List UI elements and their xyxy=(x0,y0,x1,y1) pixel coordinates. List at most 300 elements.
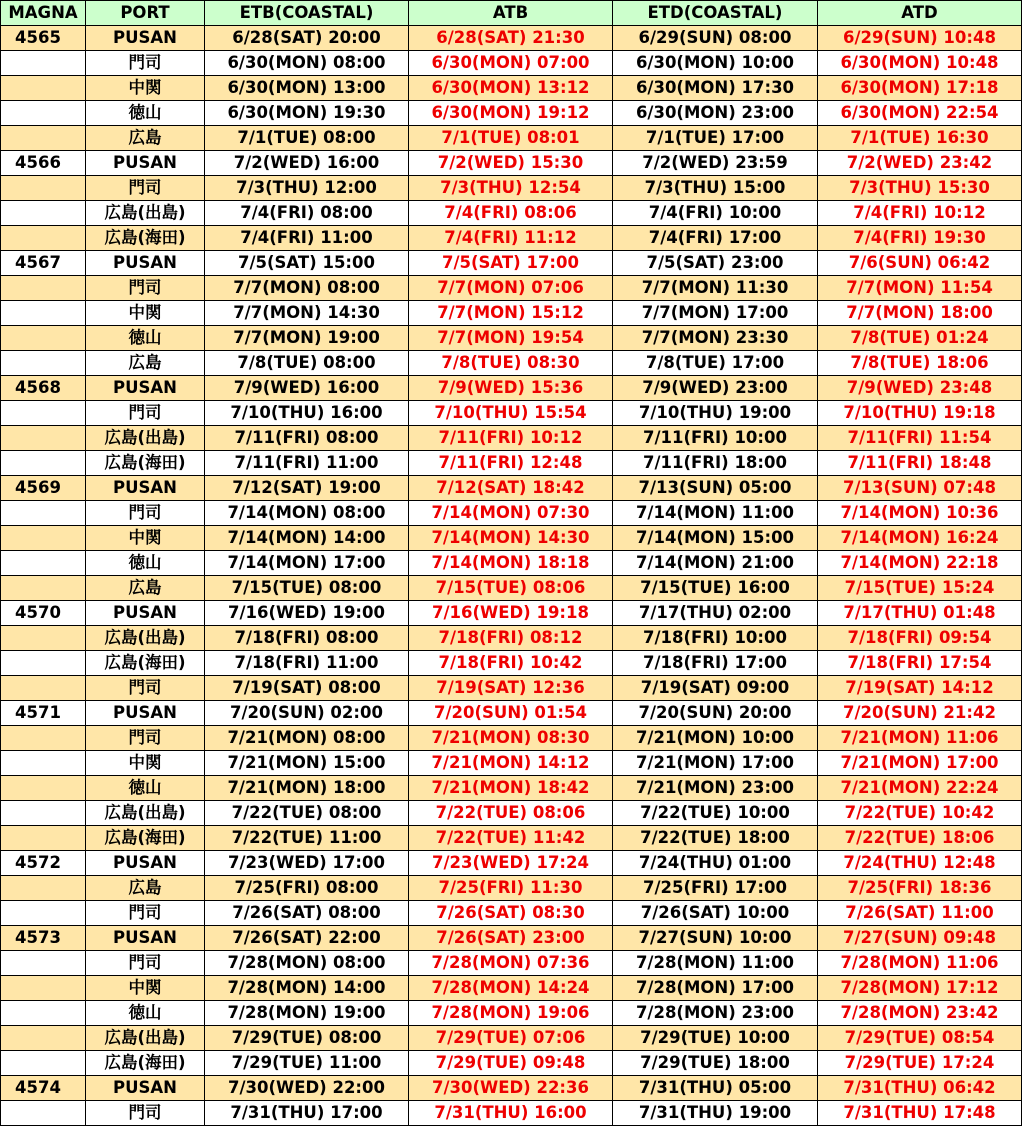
atd-cell: 7/8(TUE) 18:06 xyxy=(818,351,1022,376)
voyage-cell xyxy=(1,201,86,226)
atd-cell: 7/11(FRI) 18:48 xyxy=(818,451,1022,476)
atb-cell: 7/7(MON) 07:06 xyxy=(409,276,613,301)
atd-cell: 7/28(MON) 17:12 xyxy=(818,976,1022,1001)
port-cell: 広島 xyxy=(86,876,205,901)
port-cell: 広島(海田) xyxy=(86,651,205,676)
table-row xyxy=(1,251,1022,276)
atb-cell: 7/4(FRI) 08:06 xyxy=(409,201,613,226)
port-cell: PUSAN xyxy=(86,26,205,51)
voyage-cell: 4572 xyxy=(1,851,86,876)
table-row xyxy=(1,751,1022,776)
table-row xyxy=(1,226,1022,251)
atd-cell: 7/21(MON) 22:24 xyxy=(818,776,1022,801)
etd-cell: 7/15(TUE) 16:00 xyxy=(613,576,818,601)
voyage-cell xyxy=(1,676,86,701)
atb-cell: 7/22(TUE) 08:06 xyxy=(409,801,613,826)
etd-cell: 6/30(MON) 17:30 xyxy=(613,76,818,101)
atb-cell: 7/4(FRI) 11:12 xyxy=(409,226,613,251)
header-port: PORT xyxy=(86,1,205,26)
etb-cell: 7/21(MON) 15:00 xyxy=(205,751,409,776)
etd-cell: 7/11(FRI) 18:00 xyxy=(613,451,818,476)
voyage-cell xyxy=(1,126,86,151)
port-cell: 門司 xyxy=(86,1101,205,1126)
etb-cell: 7/18(FRI) 08:00 xyxy=(205,626,409,651)
table-row xyxy=(1,876,1022,901)
voyage-cell: 4568 xyxy=(1,376,86,401)
port-cell: 門司 xyxy=(86,901,205,926)
atb-cell: 7/14(MON) 18:18 xyxy=(409,551,613,576)
etb-cell: 7/11(FRI) 11:00 xyxy=(205,451,409,476)
atd-cell: 6/30(MON) 10:48 xyxy=(818,51,1022,76)
atb-cell: 7/7(MON) 15:12 xyxy=(409,301,613,326)
table-row xyxy=(1,801,1022,826)
etb-cell: 7/4(FRI) 08:00 xyxy=(205,201,409,226)
voyage-cell xyxy=(1,1051,86,1076)
atd-cell: 6/29(SUN) 10:48 xyxy=(818,26,1022,51)
table-row xyxy=(1,626,1022,651)
port-cell: 徳山 xyxy=(86,1001,205,1026)
voyage-cell xyxy=(1,451,86,476)
atd-cell: 7/18(FRI) 09:54 xyxy=(818,626,1022,651)
etd-cell: 7/17(THU) 02:00 xyxy=(613,601,818,626)
voyage-cell xyxy=(1,576,86,601)
port-cell: 広島(出島) xyxy=(86,626,205,651)
atd-cell: 7/17(THU) 01:48 xyxy=(818,601,1022,626)
atd-cell: 7/29(TUE) 08:54 xyxy=(818,1026,1022,1051)
header-row xyxy=(1,1,1022,26)
voyage-cell xyxy=(1,776,86,801)
etd-cell: 7/22(TUE) 10:00 xyxy=(613,801,818,826)
etb-cell: 7/3(THU) 12:00 xyxy=(205,176,409,201)
port-cell: 門司 xyxy=(86,401,205,426)
table-row xyxy=(1,576,1022,601)
table-row xyxy=(1,551,1022,576)
etb-cell: 7/14(MON) 17:00 xyxy=(205,551,409,576)
header-etd: ETD(COASTAL) xyxy=(613,1,818,26)
port-cell: 広島(出島) xyxy=(86,426,205,451)
etb-cell: 7/20(SUN) 02:00 xyxy=(205,701,409,726)
table-row xyxy=(1,476,1022,501)
atd-cell: 7/14(MON) 22:18 xyxy=(818,551,1022,576)
port-cell: 広島 xyxy=(86,126,205,151)
table-row xyxy=(1,126,1022,151)
atd-cell: 6/30(MON) 22:54 xyxy=(818,101,1022,126)
table-row xyxy=(1,901,1022,926)
etb-cell: 7/28(MON) 19:00 xyxy=(205,1001,409,1026)
table-row xyxy=(1,26,1022,51)
table-row xyxy=(1,526,1022,551)
port-cell: 中関 xyxy=(86,976,205,1001)
etb-cell: 6/30(MON) 13:00 xyxy=(205,76,409,101)
port-cell: 徳山 xyxy=(86,326,205,351)
header-etb: ETB(COASTAL) xyxy=(205,1,409,26)
voyage-cell: 4567 xyxy=(1,251,86,276)
table-row xyxy=(1,301,1022,326)
voyage-cell xyxy=(1,826,86,851)
etd-cell: 7/4(FRI) 17:00 xyxy=(613,226,818,251)
atd-cell: 7/26(SAT) 11:00 xyxy=(818,901,1022,926)
table-row xyxy=(1,76,1022,101)
etd-cell: 7/24(THU) 01:00 xyxy=(613,851,818,876)
atd-cell: 7/24(THU) 12:48 xyxy=(818,851,1022,876)
atb-cell: 7/12(SAT) 18:42 xyxy=(409,476,613,501)
voyage-cell xyxy=(1,276,86,301)
table-row xyxy=(1,1076,1022,1101)
atb-cell: 6/30(MON) 19:12 xyxy=(409,101,613,126)
voyage-cell xyxy=(1,51,86,76)
atb-cell: 7/21(MON) 08:30 xyxy=(409,726,613,751)
atd-cell: 7/7(MON) 11:54 xyxy=(818,276,1022,301)
etb-cell: 7/19(SAT) 08:00 xyxy=(205,676,409,701)
port-cell: 中関 xyxy=(86,751,205,776)
port-cell: 広島(海田) xyxy=(86,451,205,476)
voyage-cell xyxy=(1,1001,86,1026)
atd-cell: 7/14(MON) 16:24 xyxy=(818,526,1022,551)
voyage-cell: 4573 xyxy=(1,926,86,951)
table-row xyxy=(1,326,1022,351)
atb-cell: 7/21(MON) 18:42 xyxy=(409,776,613,801)
atd-cell: 7/14(MON) 10:36 xyxy=(818,501,1022,526)
atb-cell: 7/29(TUE) 07:06 xyxy=(409,1026,613,1051)
table-row xyxy=(1,826,1022,851)
etd-cell: 7/4(FRI) 10:00 xyxy=(613,201,818,226)
etb-cell: 7/9(WED) 16:00 xyxy=(205,376,409,401)
etb-cell: 7/14(MON) 08:00 xyxy=(205,501,409,526)
etb-cell: 7/21(MON) 08:00 xyxy=(205,726,409,751)
etb-cell: 7/2(WED) 16:00 xyxy=(205,151,409,176)
voyage-cell: 4574 xyxy=(1,1076,86,1101)
port-cell: PUSAN xyxy=(86,151,205,176)
etd-cell: 7/7(MON) 11:30 xyxy=(613,276,818,301)
atd-cell: 7/4(FRI) 19:30 xyxy=(818,226,1022,251)
etd-cell: 7/31(THU) 19:00 xyxy=(613,1101,818,1126)
atd-cell: 7/31(THU) 17:48 xyxy=(818,1101,1022,1126)
voyage-cell: 4566 xyxy=(1,151,86,176)
etd-cell: 7/29(TUE) 10:00 xyxy=(613,1026,818,1051)
atd-cell: 7/7(MON) 18:00 xyxy=(818,301,1022,326)
atb-cell: 7/22(TUE) 11:42 xyxy=(409,826,613,851)
atb-cell: 7/14(MON) 14:30 xyxy=(409,526,613,551)
etd-cell: 7/21(MON) 17:00 xyxy=(613,751,818,776)
table-row xyxy=(1,976,1022,1001)
voyage-cell xyxy=(1,501,86,526)
etd-cell: 7/13(SUN) 05:00 xyxy=(613,476,818,501)
port-cell: 門司 xyxy=(86,276,205,301)
etd-cell: 7/28(MON) 23:00 xyxy=(613,1001,818,1026)
atb-cell: 7/26(SAT) 23:00 xyxy=(409,926,613,951)
port-cell: PUSAN xyxy=(86,1076,205,1101)
etb-cell: 7/29(TUE) 11:00 xyxy=(205,1051,409,1076)
atd-cell: 7/21(MON) 11:06 xyxy=(818,726,1022,751)
voyage-cell xyxy=(1,951,86,976)
atd-cell: 7/28(MON) 23:42 xyxy=(818,1001,1022,1026)
etd-cell: 7/7(MON) 23:30 xyxy=(613,326,818,351)
table-row xyxy=(1,51,1022,76)
etb-cell: 6/28(SAT) 20:00 xyxy=(205,26,409,51)
atd-cell: 7/3(THU) 15:30 xyxy=(818,176,1022,201)
table-row xyxy=(1,101,1022,126)
atd-cell: 7/29(TUE) 17:24 xyxy=(818,1051,1022,1076)
port-cell: PUSAN xyxy=(86,251,205,276)
port-cell: 徳山 xyxy=(86,101,205,126)
table-row xyxy=(1,151,1022,176)
table-row xyxy=(1,501,1022,526)
atd-cell: 7/20(SUN) 21:42 xyxy=(818,701,1022,726)
atb-cell: 7/25(FRI) 11:30 xyxy=(409,876,613,901)
etd-cell: 7/26(SAT) 10:00 xyxy=(613,901,818,926)
atb-cell: 7/18(FRI) 08:12 xyxy=(409,626,613,651)
atb-cell: 7/28(MON) 19:06 xyxy=(409,1001,613,1026)
table-row xyxy=(1,376,1022,401)
voyage-cell: 4569 xyxy=(1,476,86,501)
etd-cell: 6/29(SUN) 08:00 xyxy=(613,26,818,51)
table-row xyxy=(1,701,1022,726)
etb-cell: 7/18(FRI) 11:00 xyxy=(205,651,409,676)
voyage-cell xyxy=(1,801,86,826)
atb-cell: 7/2(WED) 15:30 xyxy=(409,151,613,176)
atd-cell: 7/4(FRI) 10:12 xyxy=(818,201,1022,226)
atb-cell: 7/30(WED) 22:36 xyxy=(409,1076,613,1101)
atd-cell: 7/28(MON) 11:06 xyxy=(818,951,1022,976)
voyage-cell xyxy=(1,351,86,376)
etd-cell: 7/22(TUE) 18:00 xyxy=(613,826,818,851)
etb-cell: 7/8(TUE) 08:00 xyxy=(205,351,409,376)
table-row xyxy=(1,726,1022,751)
table-row xyxy=(1,426,1022,451)
atd-cell: 7/13(SUN) 07:48 xyxy=(818,476,1022,501)
port-cell: PUSAN xyxy=(86,926,205,951)
etb-cell: 7/21(MON) 18:00 xyxy=(205,776,409,801)
table-row xyxy=(1,776,1022,801)
etd-cell: 7/18(FRI) 10:00 xyxy=(613,626,818,651)
etd-cell: 6/30(MON) 23:00 xyxy=(613,101,818,126)
table-body xyxy=(1,26,1022,1126)
voyage-cell: 4570 xyxy=(1,601,86,626)
etb-cell: 7/7(MON) 14:30 xyxy=(205,301,409,326)
port-cell: 門司 xyxy=(86,51,205,76)
etb-cell: 7/7(MON) 08:00 xyxy=(205,276,409,301)
atd-cell: 7/1(TUE) 16:30 xyxy=(818,126,1022,151)
port-cell: PUSAN xyxy=(86,851,205,876)
atb-cell: 7/26(SAT) 08:30 xyxy=(409,901,613,926)
etd-cell: 7/29(TUE) 18:00 xyxy=(613,1051,818,1076)
etd-cell: 7/1(TUE) 17:00 xyxy=(613,126,818,151)
table-row xyxy=(1,201,1022,226)
atb-cell: 7/19(SAT) 12:36 xyxy=(409,676,613,701)
etb-cell: 7/29(TUE) 08:00 xyxy=(205,1026,409,1051)
atb-cell: 7/14(MON) 07:30 xyxy=(409,501,613,526)
voyage-cell: 4565 xyxy=(1,26,86,51)
etb-cell: 7/22(TUE) 08:00 xyxy=(205,801,409,826)
atb-cell: 7/29(TUE) 09:48 xyxy=(409,1051,613,1076)
etb-cell: 7/5(SAT) 15:00 xyxy=(205,251,409,276)
header-atd: ATD xyxy=(818,1,1022,26)
voyage-cell: 4571 xyxy=(1,701,86,726)
atb-cell: 7/3(THU) 12:54 xyxy=(409,176,613,201)
etb-cell: 7/12(SAT) 19:00 xyxy=(205,476,409,501)
port-cell: 広島(海田) xyxy=(86,1051,205,1076)
table-row xyxy=(1,176,1022,201)
etd-cell: 7/28(MON) 17:00 xyxy=(613,976,818,1001)
voyage-cell xyxy=(1,326,86,351)
etd-cell: 7/7(MON) 17:00 xyxy=(613,301,818,326)
table-row xyxy=(1,1101,1022,1126)
voyage-cell xyxy=(1,726,86,751)
port-cell: 門司 xyxy=(86,501,205,526)
port-cell: PUSAN xyxy=(86,476,205,501)
port-cell: 広島 xyxy=(86,576,205,601)
atd-cell: 7/2(WED) 23:42 xyxy=(818,151,1022,176)
atd-cell: 6/30(MON) 17:18 xyxy=(818,76,1022,101)
port-cell: 広島 xyxy=(86,351,205,376)
etb-cell: 7/28(MON) 08:00 xyxy=(205,951,409,976)
table-row xyxy=(1,276,1022,301)
atd-cell: 7/21(MON) 17:00 xyxy=(818,751,1022,776)
atb-cell: 7/20(SUN) 01:54 xyxy=(409,701,613,726)
port-cell: PUSAN xyxy=(86,601,205,626)
etb-cell: 7/14(MON) 14:00 xyxy=(205,526,409,551)
atb-cell: 7/18(FRI) 10:42 xyxy=(409,651,613,676)
port-cell: 門司 xyxy=(86,676,205,701)
port-cell: 広島(海田) xyxy=(86,826,205,851)
atd-cell: 7/6(SUN) 06:42 xyxy=(818,251,1022,276)
atd-cell: 7/10(THU) 19:18 xyxy=(818,401,1022,426)
table-row xyxy=(1,851,1022,876)
header-magna: MAGNA xyxy=(1,1,86,26)
table-row xyxy=(1,1001,1022,1026)
port-cell: PUSAN xyxy=(86,701,205,726)
atb-cell: 7/28(MON) 07:36 xyxy=(409,951,613,976)
table-row xyxy=(1,351,1022,376)
port-cell: 門司 xyxy=(86,726,205,751)
atb-cell: 7/7(MON) 19:54 xyxy=(409,326,613,351)
voyage-cell xyxy=(1,301,86,326)
header-atb: ATB xyxy=(409,1,613,26)
table-row xyxy=(1,926,1022,951)
voyage-cell xyxy=(1,76,86,101)
voyage-cell xyxy=(1,426,86,451)
etd-cell: 7/14(MON) 15:00 xyxy=(613,526,818,551)
atd-cell: 7/31(THU) 06:42 xyxy=(818,1076,1022,1101)
etb-cell: 7/22(TUE) 11:00 xyxy=(205,826,409,851)
voyage-cell xyxy=(1,976,86,1001)
atb-cell: 7/16(WED) 19:18 xyxy=(409,601,613,626)
table-row xyxy=(1,1026,1022,1051)
port-cell: 中関 xyxy=(86,76,205,101)
etb-cell: 7/26(SAT) 08:00 xyxy=(205,901,409,926)
etb-cell: 6/30(MON) 08:00 xyxy=(205,51,409,76)
etd-cell: 7/11(FRI) 10:00 xyxy=(613,426,818,451)
etb-cell: 7/10(THU) 16:00 xyxy=(205,401,409,426)
table-row xyxy=(1,601,1022,626)
atd-cell: 7/22(TUE) 18:06 xyxy=(818,826,1022,851)
port-cell: 徳山 xyxy=(86,776,205,801)
atb-cell: 7/10(THU) 15:54 xyxy=(409,401,613,426)
port-cell: 門司 xyxy=(86,176,205,201)
etd-cell: 7/14(MON) 21:00 xyxy=(613,551,818,576)
etd-cell: 7/2(WED) 23:59 xyxy=(613,151,818,176)
etb-cell: 7/25(FRI) 08:00 xyxy=(205,876,409,901)
voyage-cell xyxy=(1,551,86,576)
etb-cell: 7/15(TUE) 08:00 xyxy=(205,576,409,601)
table-row xyxy=(1,401,1022,426)
voyage-cell xyxy=(1,1026,86,1051)
etd-cell: 7/14(MON) 11:00 xyxy=(613,501,818,526)
atd-cell: 7/19(SAT) 14:12 xyxy=(818,676,1022,701)
atb-cell: 6/28(SAT) 21:30 xyxy=(409,26,613,51)
voyage-cell xyxy=(1,1101,86,1126)
etd-cell: 7/28(MON) 11:00 xyxy=(613,951,818,976)
atb-cell: 6/30(MON) 07:00 xyxy=(409,51,613,76)
etb-cell: 7/28(MON) 14:00 xyxy=(205,976,409,1001)
etd-cell: 7/19(SAT) 09:00 xyxy=(613,676,818,701)
atb-cell: 7/23(WED) 17:24 xyxy=(409,851,613,876)
table-row xyxy=(1,651,1022,676)
voyage-cell xyxy=(1,176,86,201)
etd-cell: 7/18(FRI) 17:00 xyxy=(613,651,818,676)
atd-cell: 7/8(TUE) 01:24 xyxy=(818,326,1022,351)
etd-cell: 7/20(SUN) 20:00 xyxy=(613,701,818,726)
atb-cell: 7/11(FRI) 10:12 xyxy=(409,426,613,451)
voyage-cell xyxy=(1,526,86,551)
table-row xyxy=(1,951,1022,976)
etb-cell: 7/11(FRI) 08:00 xyxy=(205,426,409,451)
atd-cell: 7/11(FRI) 11:54 xyxy=(818,426,1022,451)
port-cell: 門司 xyxy=(86,951,205,976)
etb-cell: 7/16(WED) 19:00 xyxy=(205,601,409,626)
voyage-cell xyxy=(1,876,86,901)
port-cell: PUSAN xyxy=(86,376,205,401)
etd-cell: 7/5(SAT) 23:00 xyxy=(613,251,818,276)
voyage-cell xyxy=(1,401,86,426)
atb-cell: 7/1(TUE) 08:01 xyxy=(409,126,613,151)
etb-cell: 7/23(WED) 17:00 xyxy=(205,851,409,876)
table-row xyxy=(1,451,1022,476)
atd-cell: 7/22(TUE) 10:42 xyxy=(818,801,1022,826)
voyage-cell xyxy=(1,651,86,676)
port-cell: 広島(海田) xyxy=(86,226,205,251)
table-row xyxy=(1,676,1022,701)
atb-cell: 7/9(WED) 15:36 xyxy=(409,376,613,401)
etd-cell: 7/21(MON) 23:00 xyxy=(613,776,818,801)
etd-cell: 7/8(TUE) 17:00 xyxy=(613,351,818,376)
port-cell: 中関 xyxy=(86,301,205,326)
voyage-cell xyxy=(1,626,86,651)
etd-cell: 7/3(THU) 15:00 xyxy=(613,176,818,201)
etb-cell: 7/30(WED) 22:00 xyxy=(205,1076,409,1101)
etd-cell: 7/31(THU) 05:00 xyxy=(613,1076,818,1101)
table-row xyxy=(1,1051,1022,1076)
atb-cell: 6/30(MON) 13:12 xyxy=(409,76,613,101)
etd-cell: 7/9(WED) 23:00 xyxy=(613,376,818,401)
etd-cell: 7/10(THU) 19:00 xyxy=(613,401,818,426)
atb-cell: 7/28(MON) 14:24 xyxy=(409,976,613,1001)
atd-cell: 7/18(FRI) 17:54 xyxy=(818,651,1022,676)
port-cell: 広島(出島) xyxy=(86,1026,205,1051)
atb-cell: 7/11(FRI) 12:48 xyxy=(409,451,613,476)
voyage-cell xyxy=(1,226,86,251)
etd-cell: 7/21(MON) 10:00 xyxy=(613,726,818,751)
atd-cell: 7/27(SUN) 09:48 xyxy=(818,926,1022,951)
etb-cell: 6/30(MON) 19:30 xyxy=(205,101,409,126)
atb-cell: 7/15(TUE) 08:06 xyxy=(409,576,613,601)
atd-cell: 7/15(TUE) 15:24 xyxy=(818,576,1022,601)
port-cell: 中関 xyxy=(86,526,205,551)
etd-cell: 7/27(SUN) 10:00 xyxy=(613,926,818,951)
etb-cell: 7/7(MON) 19:00 xyxy=(205,326,409,351)
port-cell: 広島(出島) xyxy=(86,201,205,226)
etd-cell: 6/30(MON) 10:00 xyxy=(613,51,818,76)
